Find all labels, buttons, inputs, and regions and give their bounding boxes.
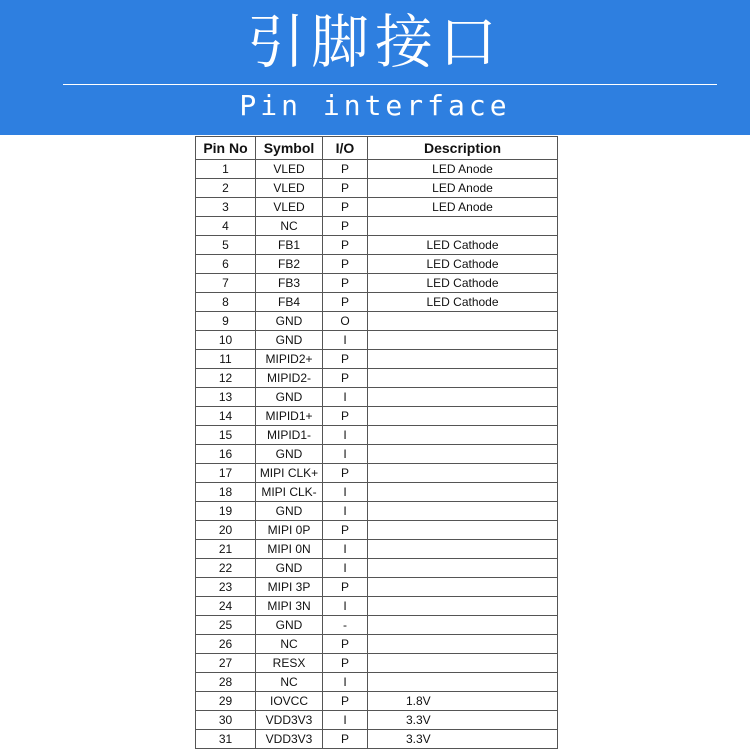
pin-number-cell: 6: [196, 255, 256, 274]
pin-number-cell: 17: [196, 464, 256, 483]
pin-number-cell: 26: [196, 635, 256, 654]
description-cell: LED Anode: [368, 198, 558, 217]
pin-number-cell: 4: [196, 217, 256, 236]
description-cell: [368, 654, 558, 673]
symbol-cell: GND: [256, 559, 323, 578]
table-row: [196, 426, 558, 445]
pin-number-cell: 14: [196, 407, 256, 426]
pin-number-cell: 10: [196, 331, 256, 350]
pin-number-cell: 31: [196, 730, 256, 749]
table-row: [196, 388, 558, 407]
pin-number-cell: 25: [196, 616, 256, 635]
io-cell: P: [323, 464, 368, 483]
table-row: [196, 217, 558, 236]
table-row: [196, 445, 558, 464]
table-row: [196, 616, 558, 635]
description-cell: LED Cathode: [368, 274, 558, 293]
description-cell: [368, 464, 558, 483]
description-cell: [368, 578, 558, 597]
io-cell: P: [323, 369, 368, 388]
table-header-row: [196, 137, 558, 160]
io-cell: I: [323, 502, 368, 521]
description-cell: [368, 445, 558, 464]
symbol-cell: GND: [256, 312, 323, 331]
io-cell: P: [323, 407, 368, 426]
io-cell: P: [323, 350, 368, 369]
description-cell: [368, 559, 558, 578]
table-row: [196, 654, 558, 673]
description-cell: [368, 521, 558, 540]
symbol-cell: VLED: [256, 179, 323, 198]
io-cell: -: [323, 616, 368, 635]
pin-number-cell: 9: [196, 312, 256, 331]
pin-number-cell: 16: [196, 445, 256, 464]
table-row: [196, 179, 558, 198]
table-row: [196, 274, 558, 293]
description-cell: [368, 407, 558, 426]
table-row: [196, 578, 558, 597]
header-description: Description: [368, 137, 558, 160]
io-cell: P: [323, 730, 368, 749]
table-row: [196, 464, 558, 483]
description-cell: [368, 635, 558, 654]
io-cell: P: [323, 255, 368, 274]
pin-number-cell: 18: [196, 483, 256, 502]
pin-number-cell: 5: [196, 236, 256, 255]
io-cell: I: [323, 388, 368, 407]
pin-number-cell: 30: [196, 711, 256, 730]
pin-number-cell: 8: [196, 293, 256, 312]
io-cell: P: [323, 635, 368, 654]
description-cell: [368, 673, 558, 692]
io-cell: I: [323, 673, 368, 692]
header-pin-no: Pin No: [196, 137, 256, 160]
io-cell: P: [323, 692, 368, 711]
symbol-cell: GND: [256, 388, 323, 407]
pin-number-cell: 19: [196, 502, 256, 521]
symbol-cell: FB2: [256, 255, 323, 274]
table-row: [196, 483, 558, 502]
table-row: [196, 331, 558, 350]
description-cell: [368, 369, 558, 388]
description-cell: [368, 502, 558, 521]
symbol-cell: MIPI 3P: [256, 578, 323, 597]
io-cell: P: [323, 293, 368, 312]
pin-table-body: [196, 160, 558, 749]
description-cell: [368, 312, 558, 331]
description-cell: LED Anode: [368, 179, 558, 198]
io-cell: I: [323, 597, 368, 616]
table-row: [196, 369, 558, 388]
io-cell: P: [323, 654, 368, 673]
symbol-cell: MIPI CLK-: [256, 483, 323, 502]
table-row: [196, 730, 558, 749]
table-row: [196, 160, 558, 179]
io-cell: I: [323, 711, 368, 730]
table-row: [196, 673, 558, 692]
description-cell: LED Cathode: [368, 293, 558, 312]
description-cell: LED Cathode: [368, 236, 558, 255]
symbol-cell: MIPID1-: [256, 426, 323, 445]
symbol-cell: IOVCC: [256, 692, 323, 711]
description-cell: LED Anode: [368, 160, 558, 179]
table-row: [196, 236, 558, 255]
description-cell: [368, 217, 558, 236]
symbol-cell: VDD3V3: [256, 711, 323, 730]
description-cell: 1.8V: [368, 692, 558, 711]
table-row: [196, 312, 558, 331]
pin-number-cell: 3: [196, 198, 256, 217]
io-cell: P: [323, 274, 368, 293]
symbol-cell: NC: [256, 635, 323, 654]
pin-number-cell: 13: [196, 388, 256, 407]
io-cell: P: [323, 179, 368, 198]
table-row: [196, 559, 558, 578]
table-row: [196, 293, 558, 312]
description-cell: 3.3V: [368, 711, 558, 730]
io-cell: P: [323, 160, 368, 179]
io-cell: O: [323, 312, 368, 331]
io-cell: P: [323, 578, 368, 597]
table-row: [196, 635, 558, 654]
pin-table: [195, 136, 558, 749]
symbol-cell: FB1: [256, 236, 323, 255]
symbol-cell: MIPI CLK+: [256, 464, 323, 483]
pin-number-cell: 23: [196, 578, 256, 597]
title-divider: [63, 84, 717, 85]
description-cell: LED Cathode: [368, 255, 558, 274]
io-cell: I: [323, 426, 368, 445]
description-cell: 3.3V: [368, 730, 558, 749]
symbol-cell: MIPID1+: [256, 407, 323, 426]
io-cell: P: [323, 521, 368, 540]
symbol-cell: NC: [256, 673, 323, 692]
page-title: 引脚接口: [246, 8, 503, 76]
table-row: [196, 502, 558, 521]
page-subtitle: Pin interface: [239, 89, 511, 122]
pin-number-cell: 22: [196, 559, 256, 578]
description-cell: [368, 331, 558, 350]
header-symbol: Symbol: [256, 137, 323, 160]
io-cell: I: [323, 445, 368, 464]
table-row: [196, 198, 558, 217]
pin-number-cell: 7: [196, 274, 256, 293]
header-io: I/O: [323, 137, 368, 160]
symbol-cell: VLED: [256, 160, 323, 179]
symbol-cell: MIPI 3N: [256, 597, 323, 616]
symbol-cell: FB4: [256, 293, 323, 312]
description-cell: [368, 483, 558, 502]
description-cell: [368, 616, 558, 635]
symbol-cell: MIPI 0P: [256, 521, 323, 540]
symbol-cell: GND: [256, 331, 323, 350]
pin-number-cell: 15: [196, 426, 256, 445]
symbol-cell: MIPI 0N: [256, 540, 323, 559]
symbol-cell: MIPID2+: [256, 350, 323, 369]
description-cell: [368, 388, 558, 407]
symbol-cell: MIPID2-: [256, 369, 323, 388]
symbol-cell: GND: [256, 616, 323, 635]
pin-number-cell: 12: [196, 369, 256, 388]
description-cell: [368, 540, 558, 559]
pin-number-cell: 27: [196, 654, 256, 673]
io-cell: I: [323, 540, 368, 559]
table-row: [196, 255, 558, 274]
io-cell: I: [323, 483, 368, 502]
io-cell: P: [323, 236, 368, 255]
description-cell: [368, 426, 558, 445]
symbol-cell: GND: [256, 445, 323, 464]
io-cell: I: [323, 559, 368, 578]
symbol-cell: GND: [256, 502, 323, 521]
io-cell: P: [323, 217, 368, 236]
table-row: [196, 692, 558, 711]
symbol-cell: VLED: [256, 198, 323, 217]
table-row: [196, 540, 558, 559]
pin-number-cell: 1: [196, 160, 256, 179]
symbol-cell: NC: [256, 217, 323, 236]
table-row: [196, 597, 558, 616]
table-row: [196, 407, 558, 426]
symbol-cell: FB3: [256, 274, 323, 293]
pin-number-cell: 28: [196, 673, 256, 692]
io-cell: I: [323, 331, 368, 350]
table-row: [196, 521, 558, 540]
table-row: [196, 350, 558, 369]
pin-number-cell: 2: [196, 179, 256, 198]
pin-number-cell: 21: [196, 540, 256, 559]
pin-number-cell: 29: [196, 692, 256, 711]
table-row: [196, 711, 558, 730]
description-cell: [368, 350, 558, 369]
header-banner: [0, 0, 750, 135]
symbol-cell: RESX: [256, 654, 323, 673]
pin-number-cell: 24: [196, 597, 256, 616]
pin-number-cell: 20: [196, 521, 256, 540]
pin-number-cell: 11: [196, 350, 256, 369]
io-cell: P: [323, 198, 368, 217]
symbol-cell: VDD3V3: [256, 730, 323, 749]
description-cell: [368, 597, 558, 616]
